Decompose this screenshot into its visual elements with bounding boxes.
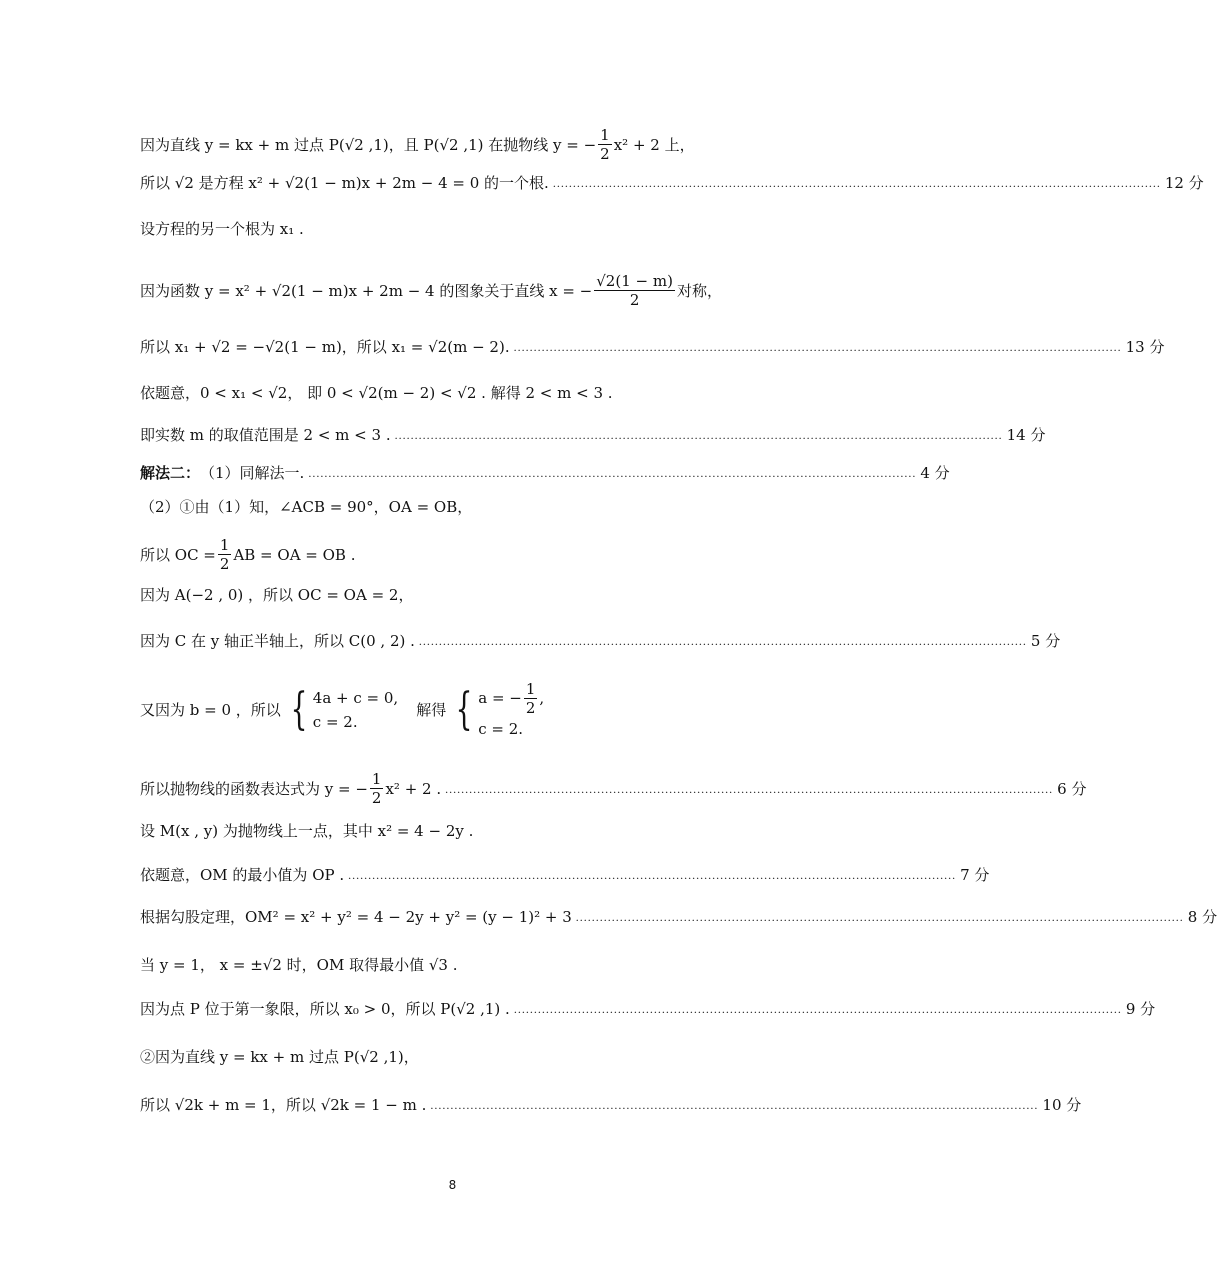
line-text: 当 y = 1， x = ±√2 时，OM 取得最小值 √3 . <box>140 956 458 974</box>
line-text: 设方程的另一个根为 x₁ . <box>140 220 304 238</box>
score-label: 10 分 <box>1042 1096 1082 1114</box>
line-tail: 对称， <box>676 281 722 300</box>
line-19 <box>140 998 1156 1020</box>
score-label: 13 分 <box>1125 338 1165 356</box>
line-text: （1）同解法一. <box>200 464 305 482</box>
line-11 <box>140 584 760 606</box>
line-text: 因为 C 在 y 轴正半轴上，所以 C(0 , 2) . <box>140 632 415 650</box>
equation-system-1 <box>285 686 398 734</box>
leader-dots: ........................................................................................................................................................ <box>348 868 957 882</box>
line-text: 依题意，OM 的最小值为 OP . <box>140 866 345 884</box>
fraction <box>370 770 384 807</box>
leader-dots: ........................................................................................................................................................ <box>430 1098 1039 1112</box>
leader-dots: ........................................................................................................................................................ <box>513 340 1122 354</box>
line-8 <box>140 462 950 484</box>
system-row-text: a = − <box>478 689 522 707</box>
fraction <box>524 680 538 717</box>
line-7 <box>140 424 1046 446</box>
system-row: c = 2. <box>312 713 358 731</box>
line-5 <box>140 336 1165 358</box>
line-text: 因为点 P 位于第一象限，所以 x₀ > 0，所以 P(√2 ,1) . <box>140 1000 510 1018</box>
system-row <box>478 680 544 717</box>
score-label: 4 分 <box>920 464 950 482</box>
line-text: 设 M(x , y) 为抛物线上一点，其中 x² = 4 − 2y . <box>140 822 474 840</box>
line-text: 因为函数 y = x² + √2(1 − m)x + 2m − 4 的图象关于直线 x = − <box>140 281 593 300</box>
line-text: 所以 OC = <box>140 545 216 564</box>
score-label: 7 分 <box>960 866 990 884</box>
leader-dots: ........................................................................................................................................................ <box>552 176 1161 190</box>
system-row: 4a + c = 0, <box>312 689 399 707</box>
line-2 <box>140 172 1204 194</box>
fraction-denominator: 2 <box>525 698 536 717</box>
line-text: 依题意，0 < x₁ < √2， 即 0 < √2(m − 2) < √2 . 解得 2 < m < 3 . <box>140 384 613 402</box>
fraction-denominator: 2 <box>600 145 610 163</box>
line-6 <box>140 382 760 404</box>
score-label: 12 分 <box>1164 174 1204 192</box>
line-text: ②因为直线 y = kx + m 过点 P(√2 ,1)， <box>140 1048 419 1066</box>
line-14 <box>140 770 1087 807</box>
line-tail: x² + 2 上， <box>613 135 695 154</box>
line-3 <box>140 218 760 240</box>
line-12 <box>140 630 1061 652</box>
line-text: 因为 A(−2 , 0) ，所以 OC = OA = 2， <box>140 586 414 604</box>
score-label: 14 分 <box>1006 426 1046 444</box>
system-row: c = 2. <box>478 719 524 738</box>
score-label: 6 分 <box>1057 779 1087 798</box>
fraction-numerator: 1 <box>371 770 382 788</box>
brace-icon: { <box>290 684 308 735</box>
line-1 <box>140 126 760 163</box>
line-text: 又因为 b = 0 ，所以 <box>140 701 281 719</box>
fraction-denominator: 2 <box>629 291 640 309</box>
line-text: 所以 √2 是方程 x² + √2(1 − m)x + 2m − 4 = 0 的一个根. <box>140 174 549 192</box>
line-text: 所以抛物线的函数表达式为 y = − <box>140 779 368 798</box>
leader-dots: ........................................................................................................................................................ <box>575 910 1184 924</box>
fraction-numerator: 1 <box>525 679 536 698</box>
leader-dots: ........................................................................................................................................................ <box>308 466 917 480</box>
score-label: 8 分 <box>1187 908 1217 926</box>
line-text: 即实数 m 的取值范围是 2 < m < 3 . <box>140 426 391 444</box>
line-17 <box>140 906 1217 928</box>
line-18 <box>140 954 760 976</box>
line-text: 因为直线 y = kx + m 过点 P(√2 ,1)，且 P(√2 ,1) 在抛物线 y = − <box>140 135 597 154</box>
leader-dots: ........................................................................................................................................................ <box>394 428 1003 442</box>
equation-system-2 <box>450 680 544 741</box>
line-9 <box>140 496 760 518</box>
line-text: 解得 <box>416 701 447 719</box>
score-label: 5 分 <box>1030 632 1061 650</box>
fraction-denominator: 2 <box>219 555 230 573</box>
line-text: （2）①由（1）知，∠ACB = 90°，OA = OB， <box>140 498 473 516</box>
line-15 <box>140 820 760 842</box>
line-text: 根据勾股定理，OM² = x² + y² = 4 − 2y + y² = (y − 1)² + 3 <box>140 908 572 926</box>
leader-dots: ........................................................................................................................................................ <box>418 634 1027 648</box>
score-label: 9 分 <box>1125 1000 1156 1018</box>
line-16 <box>140 864 990 886</box>
fraction-numerator: 1 <box>600 126 610 144</box>
line-tail: x² + 2 . <box>385 779 442 798</box>
page-number: 8 <box>448 1178 457 1192</box>
line-text: 所以 x₁ + √2 = −√2(1 − m)，所以 x₁ = √2(m − 2). <box>140 338 510 356</box>
leader-dots: ........................................................................................................................................................ <box>445 781 1054 796</box>
fraction-numerator: 1 <box>219 536 230 554</box>
leader-dots: ........................................................................................................................................................ <box>513 1002 1122 1016</box>
line-text: 所以 √2k + m = 1，所以 √2k = 1 − m . <box>140 1096 427 1114</box>
brace-icon: { <box>455 684 473 735</box>
line-10 <box>140 536 760 573</box>
fraction <box>598 126 612 163</box>
solution-heading: 解法二： <box>140 464 201 482</box>
line-4 <box>140 272 760 309</box>
line-20 <box>140 1046 760 1068</box>
fraction <box>218 536 232 573</box>
fraction-denominator: 2 <box>371 789 382 807</box>
line-13 <box>140 680 760 740</box>
fraction-numerator: √2(1 − m) <box>596 272 673 290</box>
line-tail: AB = OA = OB . <box>233 545 356 564</box>
fraction <box>594 272 675 309</box>
system-row-text: , <box>539 689 545 707</box>
line-21 <box>140 1094 1082 1116</box>
